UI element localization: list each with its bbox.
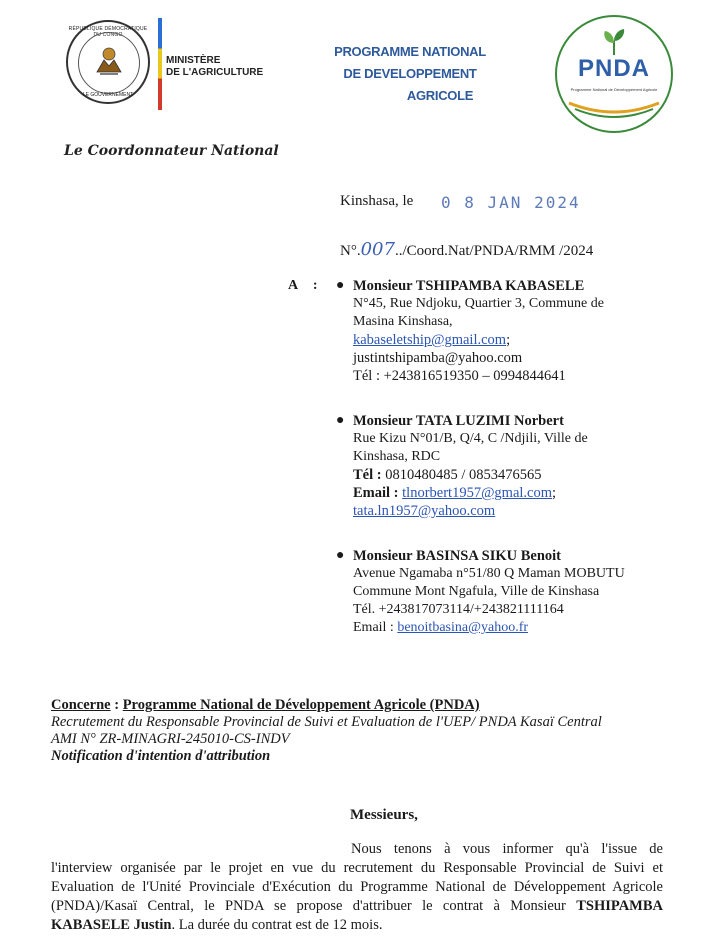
body-text: Nous tenons à vous informer qu'à l'issue de l'interview organisée par le projet en vue du recrutement du Responsable Provincial de Suivi et Evaluation de l'Unité Provinciale d'Exécution du Programme National de Développement Agricole (PNDA)/Kasaï Central, le PNDA se propose d'attribuer le contrat à Monsieur [51,841,663,914]
bullet-icon: ● [336,548,345,563]
ministry-line-1: MINISTÈRE [166,55,221,66]
program-title [310,41,510,107]
body-bold-name: TSHIPAMBA KABASELE Justin [51,898,663,933]
recipient-address-line: Rue Kizu N°01/B, Q/4, C /Ndjili, Ville de [353,431,588,446]
subject-title: Programme National de Développement Agricole (PNDA) [122,697,480,713]
subject-label: Concerne [51,697,111,713]
program-line-3: AGRICOLE [406,88,474,103]
recipient-phone: 0810480485 / 0853476565 [381,467,542,483]
recipient-address-line: Avenue Ngamaba n°51/80 Q Maman MOBUTU [353,566,625,581]
recipient-phone: Tél. +243817073114/+243821111164 [353,602,564,617]
subject-separator: : [110,697,123,713]
email-label: Email : [353,485,399,501]
subject-notification: Notification d'intention d'attribution [51,748,271,764]
pnda-logo-word: PNDA [577,55,650,82]
government-seal [66,20,150,104]
flag-color-bar [158,18,162,110]
recipient-name: Monsieur BASINSA SIKU Benoit [353,548,562,564]
date-stamp: 0 8 JAN 2024 [441,193,581,212]
recipient-email: justintshipamba@yahoo.com [353,350,523,366]
leopard-emblem-icon [92,44,126,78]
ministry-name [166,55,263,79]
recipient-3 [336,547,666,637]
subject-line: Recrutement du Responsable Provincial de Suivi et Evaluation de l'UEP/ PNDA Kasaï Central [51,714,602,730]
bullet-icon: ● [336,278,345,293]
ministry-line-2: DE L'AGRICULTURE [166,67,264,78]
recipient-email-link[interactable]: kabaseletship@gmail.com [353,332,507,348]
subject-block [51,697,671,765]
email-separator: ; [552,485,557,501]
recipient-email-link[interactable]: benoitbasina@yahoo.fr [397,620,529,635]
body-text-end: . La durée du contrat est de 12 mois. [171,917,383,933]
pnda-logo-subtitle: Programme National de Développement Agricole [570,87,658,92]
recipient-2 [336,412,666,520]
email-label: Email : [353,620,398,635]
program-line-2: DE DEVELOPPEMENT [343,66,477,81]
recipient-email-link[interactable]: tlnorbert1957@gmal.com [402,485,553,501]
sprout-leaf-icon [599,27,629,57]
recipient-address-line: Kinshasa, RDC [353,449,441,464]
recipient-1 [336,277,666,385]
seal-text-top: RÉPUBLIQUE DÉMOCRATIQUE DU CONGO [68,26,148,38]
recipient-address-line: Commune Mont Ngafula, Ville de Kinshasa [353,584,600,599]
recipient-name: Monsieur TSHIPAMBA KABASELE [353,278,585,294]
sender-title: Le Coordonnateur National [64,143,279,159]
place-label: Kinshasa, le [340,193,414,209]
email-separator: ; [506,332,511,348]
seal-text-bottom: LE GOUVERNEMENT [82,92,134,98]
logo-swoosh-icon [565,99,663,119]
reference-prefix: N°. [340,243,361,259]
recipient-email-link[interactable]: tata.ln1957@yahoo.com [353,503,496,519]
subject-reference: AMI N° ZR-MINAGRI-245010-CS-INDV [51,731,290,747]
reference-handwritten-number: 007 [360,239,395,260]
recipient-name: Monsieur TATA LUZIMI Norbert [353,413,564,429]
recipient-address-line: N°45, Rue Ndjoku, Quartier 3, Commune de [353,296,604,311]
phone-label: Tél : [353,467,382,483]
program-line-1: PROGRAMME NATIONAL [334,44,486,59]
pnda-logo [555,15,673,133]
salutation: Messieurs, [350,807,418,823]
body-paragraph [51,840,663,935]
recipient-phone: Tél : +243816519350 – 0994844641 [353,368,566,384]
bullet-icon: ● [336,413,345,428]
reference-suffix: ../Coord.Nat/PNDA/RMM /2024 [394,243,594,259]
addressee-label: A : [288,278,318,293]
reference-number [340,239,593,260]
recipient-address-line: Masina Kinshasa, [353,314,453,329]
